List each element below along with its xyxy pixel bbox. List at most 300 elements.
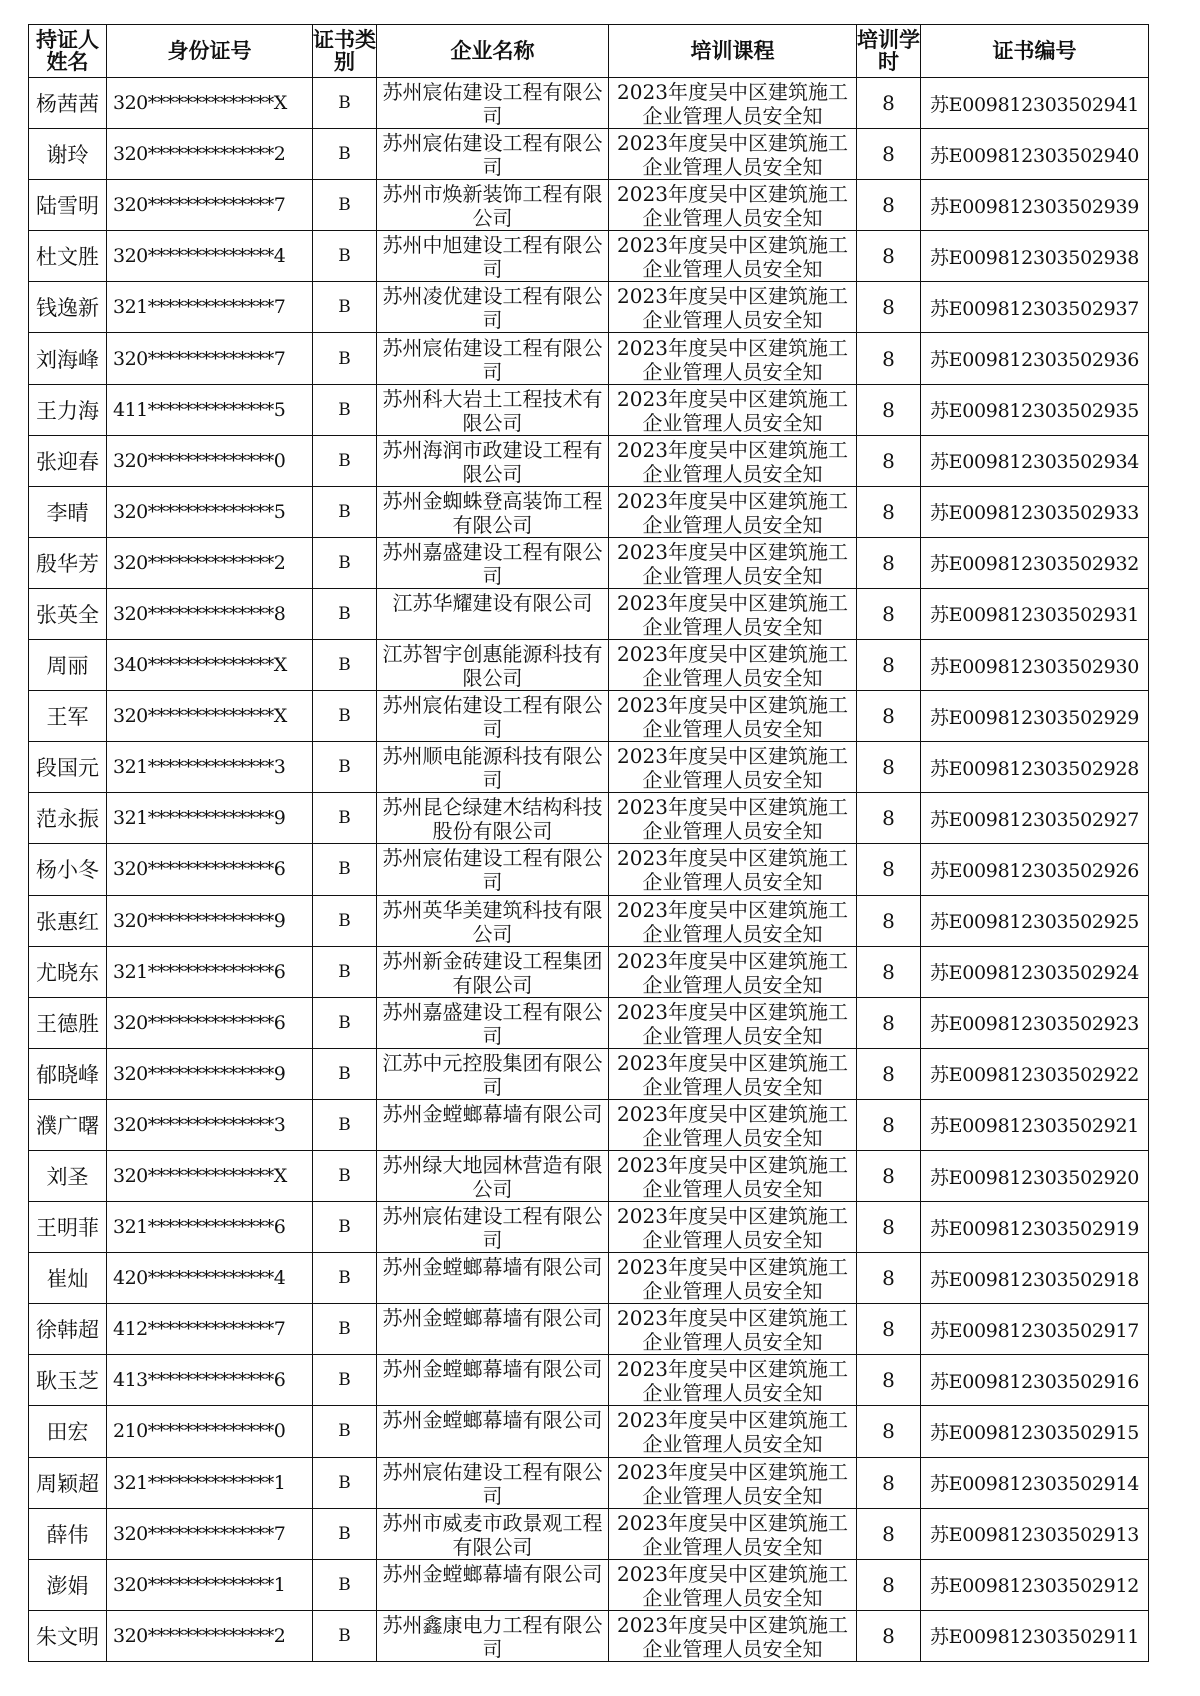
table-row — [29, 895, 1149, 946]
training-course-cell-text: 2023年度吴中区建筑施工企业管理人员安全知 — [617, 233, 848, 280]
cert-number-cell: 苏E009812303502925 — [921, 895, 1149, 946]
company-name-cell-text: 苏州宸佑建设工程有限公司 — [382, 131, 603, 178]
company-name-cell — [377, 1355, 609, 1406]
training-course-cell-text: 2023年度吴中区建筑施工企业管理人员安全知 — [617, 1357, 848, 1404]
id-number-cell: 320**************6 — [107, 997, 313, 1048]
id-number-cell: 320**************X — [107, 78, 313, 129]
company-name-cell — [377, 1304, 609, 1355]
training-course-cell-text: 2023年度吴中区建筑施工企业管理人员安全知 — [617, 590, 848, 637]
holder-name-cell: 王力海 — [29, 384, 107, 435]
training-course-cell — [609, 537, 857, 588]
company-name-cell-text: 苏州市威麦市政景观工程有限公司 — [382, 1510, 603, 1557]
training-hours-cell: 8 — [857, 588, 921, 639]
cert-type-cell: B — [313, 588, 377, 639]
company-name-cell-text: 苏州凌优建设工程有限公司 — [382, 284, 603, 331]
id-number-cell: 320**************9 — [107, 1048, 313, 1099]
training-hours-cell: 8 — [857, 1457, 921, 1508]
table-row — [29, 1559, 1149, 1610]
cert-number-cell: 苏E009812303502938 — [921, 231, 1149, 282]
cert-type-cell: B — [313, 1508, 377, 1559]
table-row — [29, 1150, 1149, 1201]
training-course-cell — [609, 180, 857, 231]
training-course-cell — [609, 333, 857, 384]
id-number-cell: 321**************6 — [107, 1202, 313, 1253]
training-course-cell-text: 2023年度吴中区建筑施工企业管理人员安全知 — [617, 1408, 848, 1455]
cert-type-cell: B — [313, 691, 377, 742]
cert-number-cell: 苏E009812303502940 — [921, 129, 1149, 180]
company-name-cell — [377, 946, 609, 997]
id-number-cell: 321**************6 — [107, 946, 313, 997]
training-course-cell-text: 2023年度吴中区建筑施工企业管理人员安全知 — [617, 1101, 848, 1148]
company-name-cell-text: 苏州绿大地园林营造有限公司 — [382, 1153, 603, 1200]
id-number-cell: 320**************X — [107, 691, 313, 742]
cert-type-cell: B — [313, 1355, 377, 1406]
company-name-cell — [377, 384, 609, 435]
company-name-cell-text: 苏州中旭建设工程有限公司 — [382, 233, 603, 280]
header-company-name: 企业名称 — [377, 25, 609, 78]
cert-number-cell: 苏E009812303502916 — [921, 1355, 1149, 1406]
training-course-cell — [609, 1048, 857, 1099]
company-name-cell-text: 苏州昆仑绿建木结构科技股份有限公司 — [382, 795, 603, 842]
holder-name-cell: 王明菲 — [29, 1202, 107, 1253]
header-id-number: 身份证号 — [107, 25, 313, 78]
id-number-cell: 320**************3 — [107, 1099, 313, 1150]
cert-number-cell: 苏E009812303502929 — [921, 691, 1149, 742]
training-hours-cell: 8 — [857, 793, 921, 844]
company-name-cell-text: 苏州鑫康电力工程有限公司 — [382, 1612, 603, 1659]
company-name-cell-text: 苏州金螳螂幕墙有限公司 — [382, 1357, 603, 1382]
training-hours-cell: 8 — [857, 1610, 921, 1661]
company-name-cell — [377, 1610, 609, 1661]
header-cert-type: 证书类别 — [313, 25, 377, 78]
training-hours-cell: 8 — [857, 997, 921, 1048]
cert-number-cell: 苏E009812303502932 — [921, 537, 1149, 588]
id-number-cell: 320**************5 — [107, 486, 313, 537]
holder-name-cell: 张英全 — [29, 588, 107, 639]
cert-type-cell: B — [313, 1150, 377, 1201]
company-name-cell-text: 苏州金螳螂幕墙有限公司 — [382, 1561, 603, 1586]
cert-type-cell: B — [313, 1253, 377, 1304]
company-name-cell-text: 江苏智宇创惠能源科技有限公司 — [382, 642, 603, 689]
holder-name-cell: 殷华芳 — [29, 537, 107, 588]
id-number-cell: 340**************X — [107, 640, 313, 691]
holder-name-cell: 钱逸新 — [29, 282, 107, 333]
training-course-cell-text: 2023年度吴中区建筑施工企业管理人员安全知 — [617, 897, 848, 944]
cert-type-cell: B — [313, 997, 377, 1048]
training-course-cell-text: 2023年度吴中区建筑施工企业管理人员安全知 — [617, 1255, 848, 1302]
training-hours-cell: 8 — [857, 1406, 921, 1457]
company-name-cell-text: 苏州海润市政建设工程有限公司 — [382, 437, 603, 484]
cert-type-cell: B — [313, 1048, 377, 1099]
training-course-cell — [609, 1457, 857, 1508]
training-course-cell — [609, 1559, 857, 1610]
company-name-cell — [377, 742, 609, 793]
company-name-cell — [377, 129, 609, 180]
training-course-cell-text: 2023年度吴中区建筑施工企业管理人员安全知 — [617, 1510, 848, 1557]
id-number-cell: 320**************4 — [107, 231, 313, 282]
training-course-cell-text: 2023年度吴中区建筑施工企业管理人员安全知 — [617, 1306, 848, 1353]
cert-type-cell: B — [313, 1406, 377, 1457]
certificate-list-page — [28, 24, 1149, 1662]
cert-type-cell: B — [313, 1099, 377, 1150]
id-number-cell: 320**************7 — [107, 1508, 313, 1559]
table-row — [29, 1610, 1149, 1661]
id-number-cell: 210**************0 — [107, 1406, 313, 1457]
company-name-cell — [377, 1406, 609, 1457]
company-name-cell-text: 苏州嘉盛建设工程有限公司 — [382, 539, 603, 586]
id-number-cell: 320**************0 — [107, 435, 313, 486]
company-name-cell — [377, 1099, 609, 1150]
cert-number-cell: 苏E009812303502936 — [921, 333, 1149, 384]
company-name-cell-text: 苏州市焕新装饰工程有限公司 — [382, 182, 603, 229]
table-row — [29, 384, 1149, 435]
table-row — [29, 588, 1149, 639]
training-course-cell — [609, 1610, 857, 1661]
id-number-cell: 420**************4 — [107, 1253, 313, 1304]
id-number-cell: 321**************7 — [107, 282, 313, 333]
cert-type-cell: B — [313, 78, 377, 129]
holder-name-cell: 张惠红 — [29, 895, 107, 946]
id-number-cell: 320**************2 — [107, 1610, 313, 1661]
training-course-cell — [609, 793, 857, 844]
holder-name-cell: 王德胜 — [29, 997, 107, 1048]
header-holder-name: 持证人姓名 — [29, 25, 107, 78]
cert-type-cell: B — [313, 793, 377, 844]
holder-name-cell: 杨小冬 — [29, 844, 107, 895]
training-course-cell — [609, 435, 857, 486]
holder-name-cell: 周丽 — [29, 640, 107, 691]
holder-name-cell: 濮广曙 — [29, 1099, 107, 1150]
table-row — [29, 1202, 1149, 1253]
training-course-cell — [609, 1406, 857, 1457]
company-name-cell — [377, 844, 609, 895]
training-course-cell-text: 2023年度吴中区建筑施工企业管理人员安全知 — [617, 744, 848, 791]
cert-type-cell: B — [313, 844, 377, 895]
training-course-cell — [609, 1150, 857, 1201]
id-number-cell: 320**************2 — [107, 129, 313, 180]
training-course-cell-text: 2023年度吴中区建筑施工企业管理人员安全知 — [617, 1050, 848, 1097]
holder-name-cell: 刘圣 — [29, 1150, 107, 1201]
training-course-cell-text: 2023年度吴中区建筑施工企业管理人员安全知 — [617, 182, 848, 229]
training-course-cell — [609, 231, 857, 282]
company-name-cell-text: 苏州顺电能源科技有限公司 — [382, 744, 603, 791]
training-course-cell — [609, 1355, 857, 1406]
cert-type-cell: B — [313, 1610, 377, 1661]
company-name-cell — [377, 1253, 609, 1304]
cert-number-cell: 苏E009812303502921 — [921, 1099, 1149, 1150]
holder-name-cell: 杜文胜 — [29, 231, 107, 282]
id-number-cell: 320**************X — [107, 1150, 313, 1201]
training-course-cell-text: 2023年度吴中区建筑施工企业管理人员安全知 — [617, 1204, 848, 1251]
company-name-cell-text: 苏州金螳螂幕墙有限公司 — [382, 1101, 603, 1126]
table-row — [29, 231, 1149, 282]
cert-number-cell: 苏E009812303502911 — [921, 1610, 1149, 1661]
company-name-cell — [377, 78, 609, 129]
training-course-cell-text: 2023年度吴中区建筑施工企业管理人员安全知 — [617, 1459, 848, 1506]
cert-number-cell: 苏E009812303502922 — [921, 1048, 1149, 1099]
holder-name-cell: 王军 — [29, 691, 107, 742]
training-hours-cell: 8 — [857, 333, 921, 384]
id-number-cell: 321**************1 — [107, 1457, 313, 1508]
training-hours-cell: 8 — [857, 180, 921, 231]
holder-name-cell: 李晴 — [29, 486, 107, 537]
company-name-cell — [377, 793, 609, 844]
cert-number-cell: 苏E009812303502926 — [921, 844, 1149, 895]
training-hours-cell: 8 — [857, 1355, 921, 1406]
company-name-cell — [377, 333, 609, 384]
holder-name-cell: 张迎春 — [29, 435, 107, 486]
table-row — [29, 946, 1149, 997]
company-name-cell-text: 苏州嘉盛建设工程有限公司 — [382, 999, 603, 1046]
holder-name-cell: 谢玲 — [29, 129, 107, 180]
company-name-cell-text: 苏州宸佑建设工程有限公司 — [382, 1204, 603, 1251]
table-row — [29, 691, 1149, 742]
cert-type-cell: B — [313, 537, 377, 588]
training-course-cell-text: 2023年度吴中区建筑施工企业管理人员安全知 — [617, 284, 848, 331]
holder-name-cell: 徐韩超 — [29, 1304, 107, 1355]
cert-number-cell: 苏E009812303502931 — [921, 588, 1149, 639]
table-row — [29, 282, 1149, 333]
table-row — [29, 333, 1149, 384]
training-hours-cell: 8 — [857, 895, 921, 946]
cert-number-cell: 苏E009812303502924 — [921, 946, 1149, 997]
training-course-cell — [609, 1099, 857, 1150]
company-name-cell — [377, 1048, 609, 1099]
training-course-cell — [609, 1253, 857, 1304]
training-hours-cell: 8 — [857, 1253, 921, 1304]
training-hours-cell: 8 — [857, 946, 921, 997]
header-training-hours: 培训学时 — [857, 25, 921, 78]
table-row — [29, 1048, 1149, 1099]
training-hours-cell: 8 — [857, 1508, 921, 1559]
cert-type-cell: B — [313, 1202, 377, 1253]
training-hours-cell: 8 — [857, 435, 921, 486]
cert-type-cell: B — [313, 1304, 377, 1355]
id-number-cell: 321**************9 — [107, 793, 313, 844]
cert-type-cell: B — [313, 486, 377, 537]
cert-type-cell: B — [313, 180, 377, 231]
holder-name-cell: 尤晓东 — [29, 946, 107, 997]
cert-type-cell: B — [313, 129, 377, 180]
training-course-cell — [609, 640, 857, 691]
cert-type-cell: B — [313, 282, 377, 333]
training-course-cell-text: 2023年度吴中区建筑施工企业管理人员安全知 — [617, 437, 848, 484]
company-name-cell-text: 苏州宸佑建设工程有限公司 — [382, 846, 603, 893]
cert-number-cell: 苏E009812303502919 — [921, 1202, 1149, 1253]
training-hours-cell: 8 — [857, 1048, 921, 1099]
training-course-cell-text: 2023年度吴中区建筑施工企业管理人员安全知 — [617, 386, 848, 433]
cert-type-cell: B — [313, 231, 377, 282]
id-number-cell: 320**************8 — [107, 588, 313, 639]
table-row — [29, 1508, 1149, 1559]
cert-type-cell: B — [313, 640, 377, 691]
certificate-table — [28, 24, 1149, 1662]
company-name-cell — [377, 537, 609, 588]
company-name-cell — [377, 1559, 609, 1610]
header-cert-number: 证书编号 — [921, 25, 1149, 78]
cert-number-cell: 苏E009812303502935 — [921, 384, 1149, 435]
table-row — [29, 1099, 1149, 1150]
training-hours-cell: 8 — [857, 78, 921, 129]
training-course-cell-text: 2023年度吴中区建筑施工企业管理人员安全知 — [617, 131, 848, 178]
training-hours-cell: 8 — [857, 1559, 921, 1610]
training-hours-cell: 8 — [857, 384, 921, 435]
id-number-cell: 411**************5 — [107, 384, 313, 435]
holder-name-cell: 崔灿 — [29, 1253, 107, 1304]
cert-type-cell: B — [313, 895, 377, 946]
id-number-cell: 321**************3 — [107, 742, 313, 793]
holder-name-cell: 朱文明 — [29, 1610, 107, 1661]
training-hours-cell: 8 — [857, 844, 921, 895]
company-name-cell-text: 苏州宸佑建设工程有限公司 — [382, 693, 603, 740]
cert-number-cell: 苏E009812303502914 — [921, 1457, 1149, 1508]
cert-number-cell: 苏E009812303502912 — [921, 1559, 1149, 1610]
id-number-cell: 320**************7 — [107, 333, 313, 384]
company-name-cell — [377, 1508, 609, 1559]
holder-name-cell: 陆雪明 — [29, 180, 107, 231]
company-name-cell — [377, 180, 609, 231]
cert-type-cell: B — [313, 384, 377, 435]
company-name-cell — [377, 1457, 609, 1508]
holder-name-cell: 田宏 — [29, 1406, 107, 1457]
training-course-cell-text: 2023年度吴中区建筑施工企业管理人员安全知 — [617, 80, 848, 127]
table-row — [29, 180, 1149, 231]
training-hours-cell: 8 — [857, 1304, 921, 1355]
table-row — [29, 742, 1149, 793]
holder-name-cell: 杨茜茜 — [29, 78, 107, 129]
training-hours-cell: 8 — [857, 486, 921, 537]
id-number-cell: 320**************2 — [107, 537, 313, 588]
cert-number-cell: 苏E009812303502939 — [921, 180, 1149, 231]
id-number-cell: 320**************9 — [107, 895, 313, 946]
training-course-cell-text: 2023年度吴中区建筑施工企业管理人员安全知 — [617, 795, 848, 842]
training-course-cell-text: 2023年度吴中区建筑施工企业管理人员安全知 — [617, 1153, 848, 1200]
training-course-cell-text: 2023年度吴中区建筑施工企业管理人员安全知 — [617, 335, 848, 382]
training-course-cell — [609, 844, 857, 895]
company-name-cell-text: 苏州宸佑建设工程有限公司 — [382, 80, 603, 127]
company-name-cell — [377, 640, 609, 691]
company-name-cell-text: 苏州金蜘蛛登高装饰工程有限公司 — [382, 488, 603, 535]
training-course-cell — [609, 282, 857, 333]
training-course-cell-text: 2023年度吴中区建筑施工企业管理人员安全知 — [617, 846, 848, 893]
cert-number-cell: 苏E009812303502934 — [921, 435, 1149, 486]
training-course-cell — [609, 1304, 857, 1355]
company-name-cell — [377, 691, 609, 742]
training-course-cell-text: 2023年度吴中区建筑施工企业管理人员安全知 — [617, 999, 848, 1046]
cert-number-cell: 苏E009812303502928 — [921, 742, 1149, 793]
company-name-cell-text: 苏州宸佑建设工程有限公司 — [382, 1459, 603, 1506]
training-hours-cell: 8 — [857, 742, 921, 793]
table-row — [29, 793, 1149, 844]
table-row — [29, 1355, 1149, 1406]
training-hours-cell: 8 — [857, 1202, 921, 1253]
training-course-cell-text: 2023年度吴中区建筑施工企业管理人员安全知 — [617, 539, 848, 586]
holder-name-cell: 段国元 — [29, 742, 107, 793]
cert-number-cell: 苏E009812303502915 — [921, 1406, 1149, 1457]
company-name-cell — [377, 282, 609, 333]
company-name-cell-text: 江苏中元控股集团有限公司 — [382, 1050, 603, 1097]
table-row — [29, 1406, 1149, 1457]
training-course-cell-text: 2023年度吴中区建筑施工企业管理人员安全知 — [617, 488, 848, 535]
id-number-cell: 412**************7 — [107, 1304, 313, 1355]
company-name-cell — [377, 1202, 609, 1253]
training-hours-cell: 8 — [857, 129, 921, 180]
training-course-cell-text: 2023年度吴中区建筑施工企业管理人员安全知 — [617, 642, 848, 689]
company-name-cell — [377, 997, 609, 1048]
company-name-cell-text: 苏州金螳螂幕墙有限公司 — [382, 1255, 603, 1280]
cert-number-cell: 苏E009812303502923 — [921, 997, 1149, 1048]
cert-number-cell: 苏E009812303502930 — [921, 640, 1149, 691]
holder-name-cell: 范永振 — [29, 793, 107, 844]
training-hours-cell: 8 — [857, 537, 921, 588]
company-name-cell-text: 苏州金螳螂幕墙有限公司 — [382, 1408, 603, 1433]
table-row — [29, 78, 1149, 129]
training-course-cell — [609, 946, 857, 997]
training-course-cell — [609, 1202, 857, 1253]
training-course-cell — [609, 486, 857, 537]
cert-type-cell: B — [313, 946, 377, 997]
training-course-cell — [609, 895, 857, 946]
id-number-cell: 320**************6 — [107, 844, 313, 895]
training-course-cell — [609, 742, 857, 793]
company-name-cell — [377, 435, 609, 486]
id-number-cell: 320**************1 — [107, 1559, 313, 1610]
id-number-cell: 413**************6 — [107, 1355, 313, 1406]
id-number-cell: 320**************7 — [107, 180, 313, 231]
cert-number-cell: 苏E009812303502927 — [921, 793, 1149, 844]
training-course-cell — [609, 691, 857, 742]
table-row — [29, 997, 1149, 1048]
holder-name-cell: 耿玉芝 — [29, 1355, 107, 1406]
training-course-cell-text: 2023年度吴中区建筑施工企业管理人员安全知 — [617, 693, 848, 740]
holder-name-cell: 刘海峰 — [29, 333, 107, 384]
training-hours-cell: 8 — [857, 1150, 921, 1201]
training-course-cell — [609, 78, 857, 129]
cert-number-cell: 苏E009812303502920 — [921, 1150, 1149, 1201]
cert-type-cell: B — [313, 742, 377, 793]
cert-number-cell: 苏E009812303502913 — [921, 1508, 1149, 1559]
holder-name-cell: 澎娟 — [29, 1559, 107, 1610]
table-row — [29, 844, 1149, 895]
company-name-cell-text: 苏州科大岩土工程技术有限公司 — [382, 386, 603, 433]
company-name-cell-text: 苏州英华美建筑科技有限公司 — [382, 897, 603, 944]
table-row — [29, 486, 1149, 537]
cert-number-cell: 苏E009812303502918 — [921, 1253, 1149, 1304]
training-course-cell — [609, 129, 857, 180]
company-name-cell-text: 江苏华耀建设有限公司 — [392, 590, 593, 615]
training-course-cell-text: 2023年度吴中区建筑施工企业管理人员安全知 — [617, 948, 848, 995]
cert-number-cell: 苏E009812303502941 — [921, 78, 1149, 129]
company-name-cell — [377, 486, 609, 537]
table-row — [29, 640, 1149, 691]
training-hours-cell: 8 — [857, 640, 921, 691]
company-name-cell-text: 苏州新金砖建设工程集团有限公司 — [382, 948, 603, 995]
training-hours-cell: 8 — [857, 231, 921, 282]
training-course-cell-text: 2023年度吴中区建筑施工企业管理人员安全知 — [617, 1612, 848, 1659]
company-name-cell — [377, 231, 609, 282]
table-row — [29, 435, 1149, 486]
cert-type-cell: B — [313, 333, 377, 384]
table-row — [29, 1304, 1149, 1355]
holder-name-cell: 郁晓峰 — [29, 1048, 107, 1099]
training-course-cell-text: 2023年度吴中区建筑施工企业管理人员安全知 — [617, 1561, 848, 1608]
training-course-cell — [609, 588, 857, 639]
cert-number-cell: 苏E009812303502937 — [921, 282, 1149, 333]
company-name-cell-text: 苏州宸佑建设工程有限公司 — [382, 335, 603, 382]
cert-type-cell: B — [313, 1559, 377, 1610]
company-name-cell — [377, 588, 609, 639]
training-hours-cell: 8 — [857, 282, 921, 333]
